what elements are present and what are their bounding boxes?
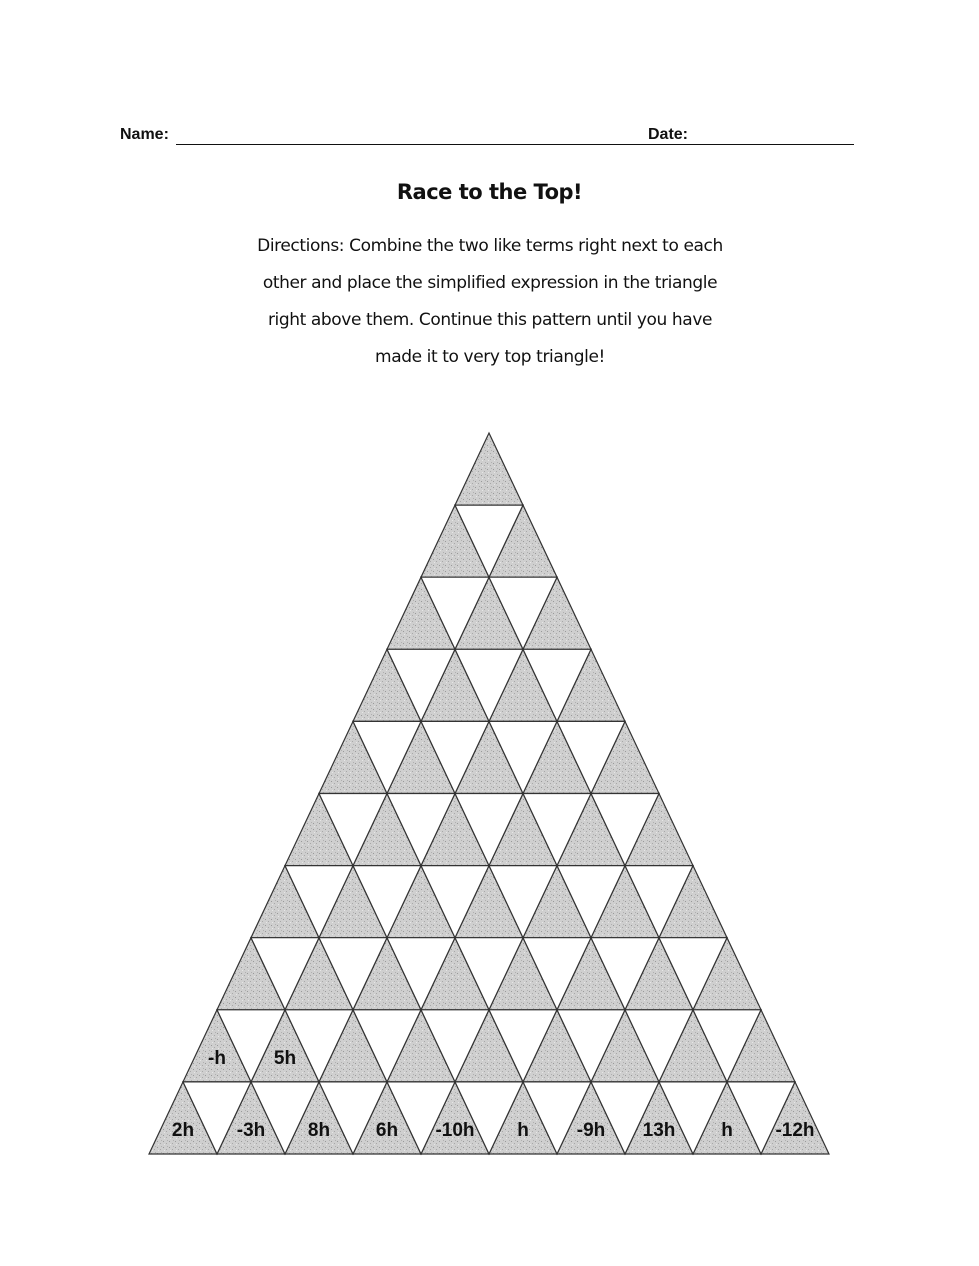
bottom-term: h: [721, 1120, 733, 1141]
date-label: Date:: [648, 126, 689, 143]
name-label: Name:: [120, 126, 169, 143]
worksheet-title: Race to the Top!: [396, 180, 583, 204]
directions-line-2: other and place the simplified expression in the triangle: [262, 273, 718, 293]
bottom-term: -12h: [775, 1120, 815, 1141]
directions-line-1: Directions: Combine the two like terms right next to each: [257, 236, 723, 256]
directions-line-4: made it to very top triangle!: [375, 347, 605, 367]
bottom-term: 8h: [307, 1120, 331, 1141]
bottom-term: 2h: [171, 1120, 195, 1141]
bottom-term: -10h: [435, 1120, 475, 1141]
bottom-term: h: [517, 1120, 529, 1141]
directions-line-3: right above them. Continue this pattern until you have: [267, 310, 713, 330]
bottom-term: -9h: [576, 1120, 606, 1141]
bottom-term: 6h: [375, 1120, 399, 1141]
second-row-term: -h: [208, 1047, 226, 1069]
bottom-term: -3h: [236, 1120, 266, 1141]
shaded-triangle[interactable]: [455, 433, 523, 505]
second-row-term: 5h: [273, 1047, 297, 1069]
bottom-term: 13h: [642, 1120, 676, 1141]
